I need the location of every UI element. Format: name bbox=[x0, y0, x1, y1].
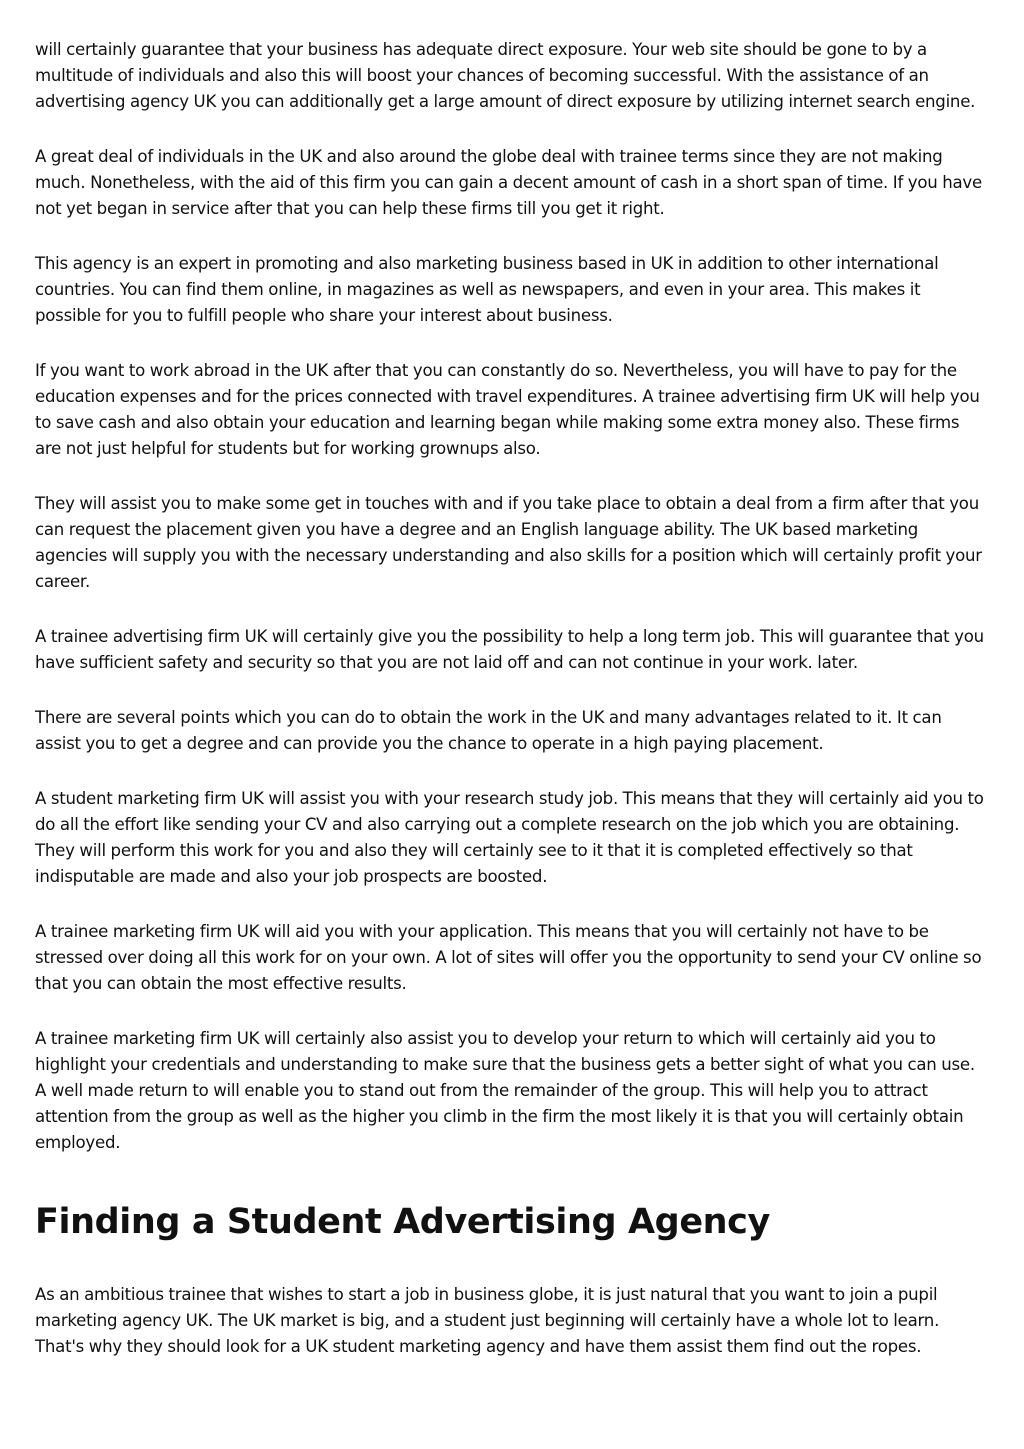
paragraph: A student marketing firm UK will assist you with your research study job. This means that they will certainly aid you to do all the effort like sending your CV and also carrying out a complete research on the job which you are obtaining. They will perform this work for you and also they will certainly see to it that it is completed effectively so that indisputable are made and also your job prospects are boosted. bbox=[35, 789, 984, 886]
paragraph: A trainee advertising firm UK will certainly give you the possibility to help a long term job. This will guarantee that you have sufficient safety and security so that you are not laid off and can not continue in your work. later. bbox=[35, 627, 984, 672]
paragraph: A trainee marketing firm UK will certainly also assist you to develop your return to which will certainly aid you to highlight your credentials and understanding to make sure that the business gets a better sight of what you can use. A well made return to will enable you to stand out from the remainder of the group. This will help you to attract attention from the group as well as the higher you climb in the firm the most likely it is that you will certainly obtain employed. bbox=[35, 1029, 975, 1152]
article-body bbox=[35, 37, 985, 1389]
paragraph: As an ambitious trainee that wishes to start a job in business globe, it is just natural that you want to join a pupil marketing agency UK. The UK market is big, and a student just beginning will certainly have a whole lot to learn. That's why they should look for a UK student marketing agency and have them assist them find out the ropes. bbox=[35, 1285, 940, 1356]
paragraph: will certainly guarantee that your business has adequate direct exposure. Your web site should be gone to by a multitude of individuals and also this will boost your chances of becoming successful. With the assistance of an advertising agency UK you can additionally get a large amount of direct exposure by utilizing internet search engine. bbox=[35, 40, 976, 111]
paragraph: They will assist you to make some get in touches with and if you take place to obtain a deal from a firm after that you can request the placement given you have a degree and an English language ability. The UK based marketing agencies will supply you with the necessary understanding and also skills for a position which will certainly profit your career. bbox=[35, 494, 982, 591]
paragraph: There are several points which you can do to obtain the work in the UK and many advantages related to it. It can assist you to get a degree and can provide you the chance to operate in a high paying placement. bbox=[35, 708, 942, 753]
section-heading: Finding a Student Advertising Agency bbox=[35, 1202, 770, 1242]
paragraph: If you want to work abroad in the UK after that you can constantly do so. Nevertheless, you will have to pay for the education expenses and for the prices connected with travel expenditures. A trainee advertising firm UK will help you to save cash and also obtain your education and learning began while making some extra money also. These firms are not just helpful for students but for working grownups also. bbox=[35, 361, 980, 458]
paragraph: This agency is an expert in promoting and also marketing business based in UK in addition to other international countries. You can find them online, in magazines as well as newspapers, and even in your area. This makes it possible for you to fulfill people who share your interest about business. bbox=[35, 254, 939, 325]
paragraph: A trainee marketing firm UK will aid you with your application. This means that you will certainly not have to be stressed over doing all this work for on your own. A lot of sites will offer you the opportunity to send your CV online so that you can obtain the most effective results. bbox=[35, 922, 982, 993]
paragraph: A great deal of individuals in the UK and also around the globe deal with trainee terms since they are not making much. Nonetheless, with the aid of this firm you can gain a decent amount of cash in a short span of time. If you have not yet began in service after that you can help these firms till you get it right. bbox=[35, 147, 982, 218]
